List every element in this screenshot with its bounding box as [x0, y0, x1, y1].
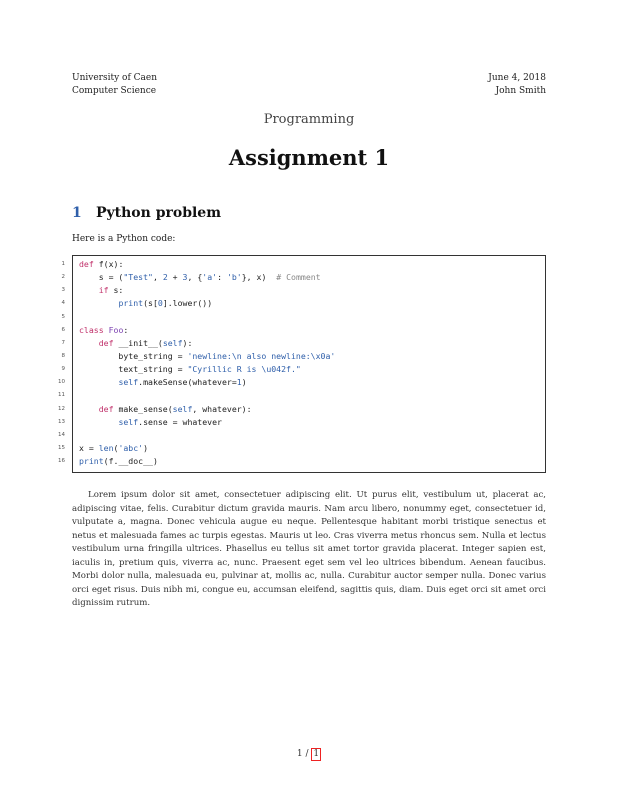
- line-number: 3: [61, 287, 65, 294]
- total-pages-link[interactable]: 1: [313, 749, 320, 759]
- line-number: 14: [58, 431, 65, 438]
- department: Computer Science: [72, 86, 157, 96]
- intro-text: Here is a Python code:: [72, 234, 176, 244]
- line-number: 1: [61, 261, 65, 267]
- code-line: [79, 311, 335, 324]
- page-number-current: 1 /: [296, 749, 312, 759]
- code-line-numbers: [55, 258, 65, 468]
- code-line: text_string = "Cyrillic R is \u042f.": [79, 364, 301, 375]
- code-line: def __init__(self):: [98, 337, 193, 348]
- code-listing: [79, 258, 335, 468]
- line-number: 16: [58, 458, 65, 465]
- code-line: if s:: [98, 285, 124, 296]
- code-line: def make_sense(self, whatever):: [98, 403, 252, 414]
- code-line: byte_string = 'newline:\n also newline:\x0a': [79, 350, 336, 361]
- line-number: 13: [58, 418, 65, 425]
- page-title: Assignment 1: [228, 145, 390, 170]
- course-name: Programming: [263, 112, 355, 127]
- code-line: x = len('abc'): [79, 442, 149, 453]
- code-line: [79, 389, 335, 402]
- line-number: 15: [58, 444, 65, 451]
- line-number: 11: [58, 392, 65, 399]
- header-left: [72, 72, 157, 98]
- code-line: self.makeSense(whatever=1): [118, 377, 247, 388]
- section-number: 1: [72, 205, 82, 221]
- code-line: def f(x):: [79, 259, 124, 269]
- code-line: s = ("Test", 2 + 3, {'a': 'b'}, x) # Comment: [79, 272, 321, 283]
- line-number: 2: [61, 274, 65, 281]
- institution: University of Caen: [72, 73, 158, 83]
- page-number: [0, 748, 618, 761]
- line-number: 10: [58, 379, 65, 386]
- line-number: 9: [61, 366, 65, 373]
- header-right: [488, 72, 546, 98]
- section-title: Python problem: [96, 205, 222, 221]
- date: June 4, 2018: [488, 73, 546, 83]
- section-heading: [72, 205, 221, 221]
- code-line: self.sense = whatever: [118, 416, 222, 427]
- code-line: print(s[0].lower()): [118, 298, 213, 309]
- line-number: 12: [58, 405, 65, 412]
- line-number: 6: [61, 326, 65, 333]
- line-number: 7: [61, 339, 65, 346]
- line-number: 5: [61, 313, 65, 320]
- line-number: 4: [61, 300, 65, 307]
- code-line: print(f.__doc__): [79, 456, 158, 467]
- body-paragraph: Lorem ipsum dolor sit amet, consectetuer adipiscing elit. Ut purus elit, vestibulum ut, placerat ac, adipiscing vitae, felis. Curabitur dictum gravida mauris. Nam arcu libero, nonummy eget, consectetuer id, vulputate a, magna. Donec vehicula augue eu neque. Pellentesque habitant morbi tristique senectus et netus et malesuada fames ac turpis egestas. Mauris ut leo. Cras viverra metus rhoncus sem. Nulla et lectus vestibulum urna fringilla ultrices. Phasellus eu tellus sit amet tortor gravida placerat. Integer sapien est, iaculis in, pretium quis, viverra ac, nunc. Praesent eget sem vel leo ultrices bibendum. Aenean faucibus. Morbi dolor nulla, malesuada eu, pulvinar at, mollis ac, nulla. Curabitur auctor semper nulla. Donec varius orci eget risus. Duis nibh mi, congue eu, accumsan eleifend, sagittis quis, diam. Duis eget orci sit amet orci dignissim rutrum.: [72, 490, 546, 608]
- code-line: [79, 429, 335, 442]
- line-number: 8: [61, 352, 65, 359]
- code-line: class Foo:: [79, 324, 129, 335]
- author: John Smith: [495, 86, 546, 96]
